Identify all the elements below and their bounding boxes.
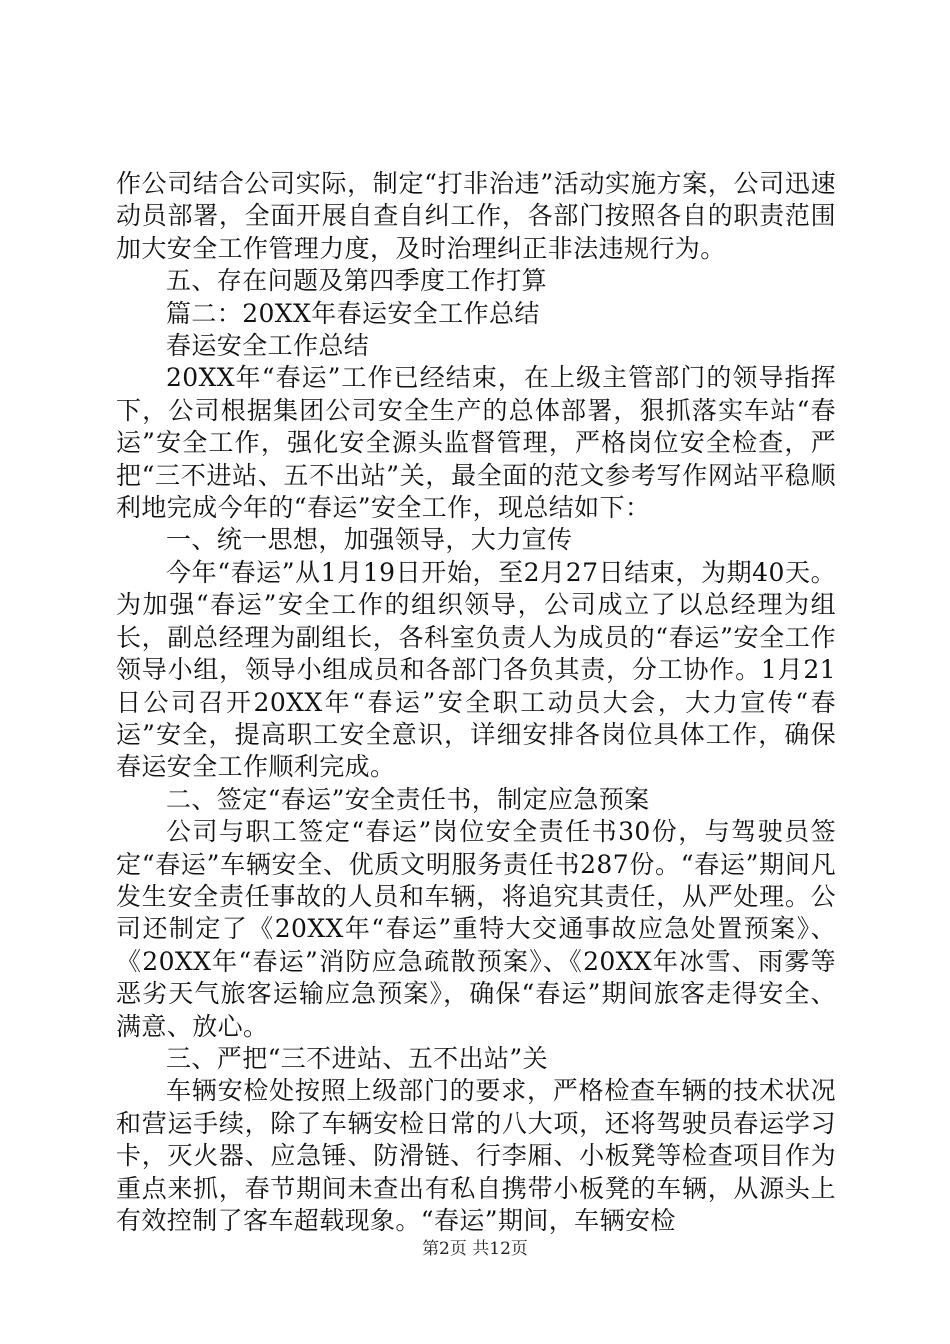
page-number-footer: 第2页 共12页	[422, 1239, 528, 1259]
article-heading: 篇二：20XX年春运安全工作总结	[166, 298, 540, 328]
section-heading-one: 一、统一思想，加强领导，大力宣传	[166, 525, 573, 555]
article-title: 春运安全工作总结	[166, 331, 370, 361]
paragraph-section-one: 今年“春运”从1月19日开始，至2月27日结束，为期40天。为加强“春运”安全工作的组织领导，公司成立了以总经理为组长，副总经理为副组长，各科室负责人为成员的“春运”安全工作领导小组，领导小组成员和各部门各负其责，分工协作。1月21日公司召开20XX年“春运”安全职工动员大会，大力宣传“春运”安全，提高职工安全意识，详细安排各岗位具体工作，确保春运安全工作顺利完成。	[116, 557, 836, 782]
paragraph-section-two: 公司与职工签定“春运”岗位安全责任书30份，与驾驶员签定“春运”车辆安全、优质文明服务责任书287份。“春运”期间凡发生安全责任事故的人员和车辆，将追究其责任，从严处理。公司还制定了《20XX年“春运”重特大交通事故应急处置预案》、《20XX年“春运”消防应急疏散预案》、《20XX年冰雪、雨雾等恶劣天气旅客运输应急预案》，确保“春运”期间旅客走得安全、满意、放心。	[116, 817, 836, 1041]
section-heading-two: 二、签定“春运”安全责任书，制定应急预案	[166, 784, 650, 814]
document-body	[116, 168, 836, 1237]
paragraph-continuation: 作公司结合公司实际，制定“打非治违”活动实施方案，公司迅速动员部署，全面开展自查自纠工作，各部门按照各自的职责范围加大安全工作管理力度，及时治理纠正非法违规行为。	[116, 169, 836, 263]
paragraph-section-three: 车辆安检处按照上级部门的要求，严格检查车辆的技术状况和营运手续，除了车辆安检日常的八大项，还将驾驶员春运学习卡，灭火器、应急锤、防滑链、行李厢、小板凳等检查项目作为重点来抓，春节期间未查出有私自携带小板凳的车辆，从源头上有效控制了客车超载现象。“春运”期间，车辆安检	[116, 1076, 836, 1235]
paragraph-intro: 20XX年“春运”工作已经结束，在上级主管部门的领导指挥下，公司根据集团公司安全生产的总体部署，狠抓落实车站“春运”安全工作，强化安全源头监督管理，严格岗位安全检查，严把“三不进站、五不出站”关，最全面的范文参考写作网站平稳顺利地完成今年的“春运”安全工作，现总结如下：	[116, 363, 836, 523]
section-heading-three: 三、严把“三不进站、五不出站”关	[166, 1043, 548, 1073]
section-heading-five: 五、存在问题及第四季度工作打算	[166, 266, 548, 296]
